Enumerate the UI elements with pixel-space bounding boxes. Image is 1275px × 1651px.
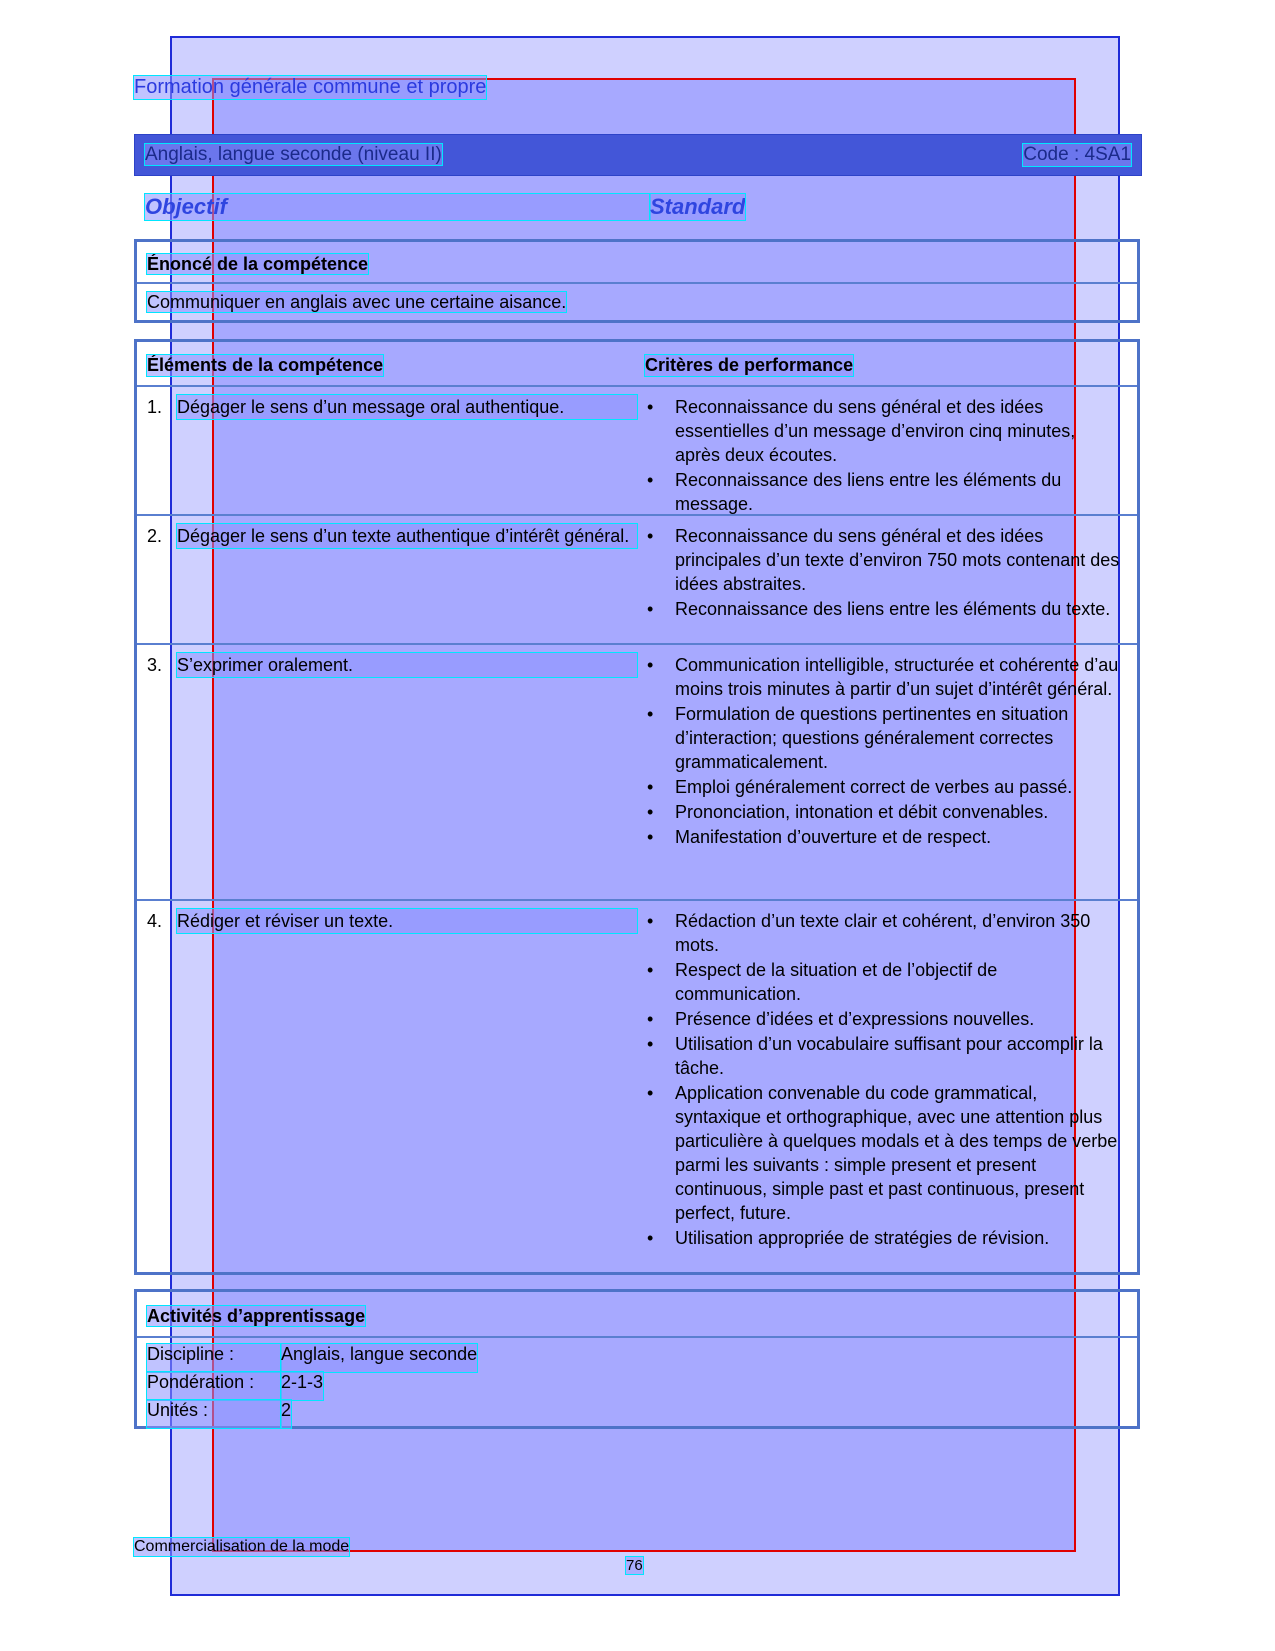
list-item: • Manifestation d’ouverture et de respect. — [645, 825, 1125, 849]
unites-line — [147, 1400, 1127, 1428]
element-number: 1. — [147, 397, 163, 417]
course-code: Code : 4SA1 — [1023, 144, 1131, 165]
activites-title: Activités d’apprentissage — [147, 1306, 366, 1326]
elements-table-header — [137, 342, 1137, 387]
list-item: • Présence d’idées et d’expressions nouvelles. — [645, 1007, 1125, 1031]
ponderation-value: 2-1-3 — [281, 1372, 323, 1400]
objectif-heading: Objectif — [145, 194, 650, 220]
discipline-line — [147, 1344, 1127, 1372]
element-number: 2. — [147, 526, 163, 546]
activites-box — [134, 1289, 1140, 1429]
objectif-standard-row — [145, 194, 1135, 218]
enonce-text: Communiquer en anglais avec une certaine aisance. — [147, 292, 567, 312]
criteria-list — [645, 653, 1125, 850]
elements-col-header: Éléments de la compétence — [147, 355, 384, 375]
course-title-bar — [134, 134, 1142, 176]
list-item: • Emploi généralement correct de verbes au passé. — [645, 775, 1125, 799]
element-number: 4. — [147, 911, 163, 931]
ponderation-label: Pondération : — [147, 1372, 281, 1400]
criteria-list — [645, 395, 1125, 517]
list-item: • Rédaction d’un texte clair et cohérent, d’environ 350 mots. — [645, 909, 1125, 957]
standard-heading: Standard — [650, 194, 746, 219]
footer-program: Commercialisation de la mode — [134, 1538, 350, 1555]
enonce-box — [134, 239, 1140, 323]
element-label: Rédiger et réviser un texte. — [177, 909, 637, 933]
criteria-col-header: Critères de performance — [645, 355, 854, 375]
table-row — [137, 645, 1137, 901]
discipline-value: Anglais, langue seconde — [281, 1344, 477, 1372]
unites-value: 2 — [281, 1400, 291, 1428]
course-title: Anglais, langue seconde (niveau II) — [145, 144, 442, 165]
element-number: 3. — [147, 655, 163, 675]
ponderation-line — [147, 1372, 1127, 1400]
unites-label: Unités : — [147, 1400, 281, 1428]
page-number: 76 — [626, 1557, 643, 1574]
list-item: • Reconnaissance du sens général et des idées essentielles d’un message d’environ cinq minutes, après deux écoutes. — [645, 395, 1125, 467]
enonce-title: Énoncé de la compétence — [147, 254, 369, 274]
list-item: • Utilisation d’un vocabulaire suffisant pour accomplir la tâche. — [645, 1032, 1125, 1080]
list-item: • Application convenable du code grammatical, syntaxique et orthographique, avec une attention plus particulière à quelques modals et à des temps de verbe parmi les suivants : simple present et present continuous, simple past et past continuous, present perfect, future. — [645, 1081, 1125, 1225]
element-label: Dégager le sens d’un texte authentique d’intérêt général. — [177, 524, 637, 548]
list-item: • Formulation de questions pertinentes en situation d’interaction; questions généralement correctes grammaticalement. — [645, 702, 1125, 774]
section-title: Formation générale commune et propre — [134, 76, 487, 98]
criteria-list — [645, 524, 1125, 622]
table-row — [137, 387, 1137, 516]
list-item: • Prononciation, intonation et débit convenables. — [645, 800, 1125, 824]
element-label: Dégager le sens d’un message oral authentique. — [177, 395, 637, 419]
criteria-list — [645, 909, 1125, 1251]
element-label: S’exprimer oralement. — [177, 653, 637, 677]
list-item: • Communication intelligible, structurée et cohérente d’au moins trois minutes à partir d’un sujet d’intérêt général. — [645, 653, 1125, 701]
list-item: • Reconnaissance du sens général et des idées principales d’un texte d’environ 750 mots contenant des idées abstraites. — [645, 524, 1125, 596]
list-item: • Respect de la situation et de l’objectif de communication. — [645, 958, 1125, 1006]
elements-table — [134, 339, 1140, 1275]
table-row — [137, 901, 1137, 1272]
list-item: • Utilisation appropriée de stratégies de révision. — [645, 1226, 1125, 1250]
table-row — [137, 516, 1137, 645]
list-item: • Reconnaissance des liens entre les éléments du message. — [645, 468, 1125, 516]
list-item: • Reconnaissance des liens entre les éléments du texte. — [645, 597, 1125, 621]
discipline-label: Discipline : — [147, 1344, 281, 1372]
